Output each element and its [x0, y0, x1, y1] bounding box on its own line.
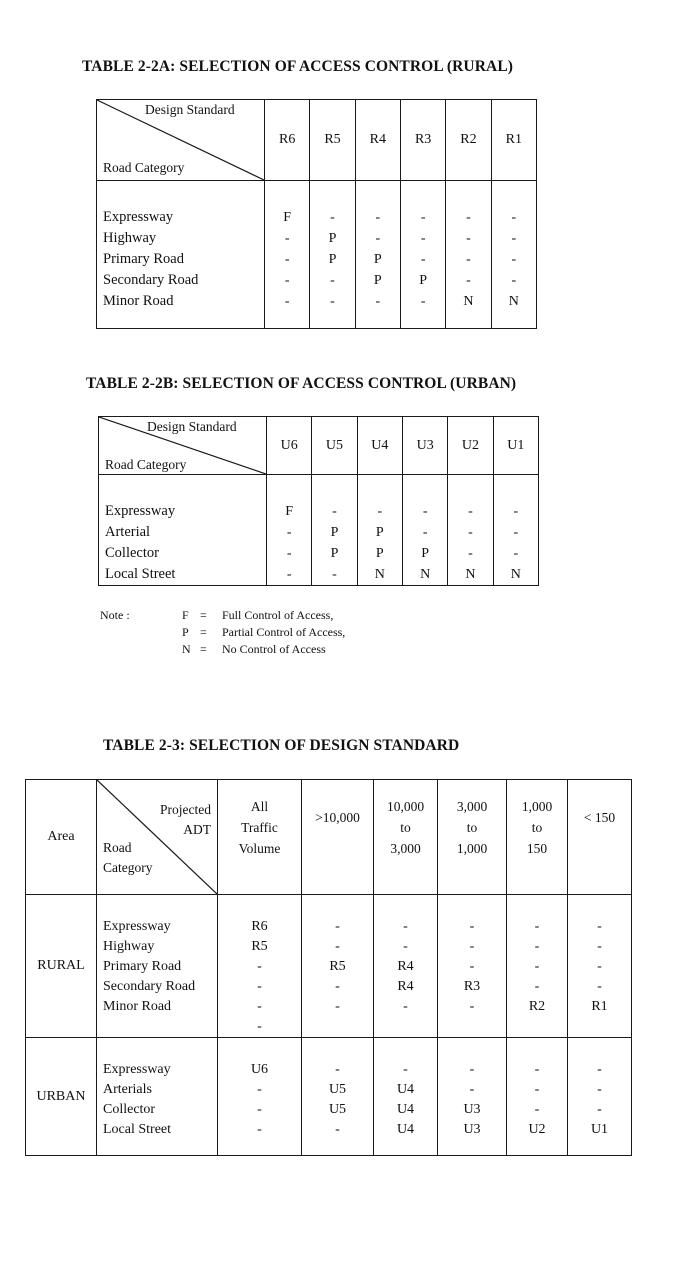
table-cell: R1	[591, 999, 608, 1014]
col-header-line: All	[250, 798, 269, 814]
note-label: Note :	[100, 608, 130, 622]
table-cell: P	[330, 525, 339, 540]
table-cell: -	[286, 525, 292, 540]
table-cell: -	[466, 231, 471, 246]
table-cell: -	[534, 1082, 540, 1097]
value-column	[491, 181, 536, 329]
list-item: Primary Road	[103, 959, 182, 974]
value-column	[312, 475, 357, 586]
col-header: R2	[446, 100, 491, 181]
col-header-10000-3000	[374, 780, 438, 895]
col-header-line: 3,000	[390, 840, 421, 856]
list-item: Collector	[105, 545, 159, 561]
list-item: Collector	[103, 1102, 156, 1117]
table-cell: -	[335, 1062, 340, 1077]
table-2b	[98, 416, 539, 586]
col-header-line: Volume	[238, 840, 281, 856]
table-cell: U3	[463, 1102, 481, 1117]
list-item: Arterial	[105, 524, 151, 540]
table-cell: F	[283, 210, 292, 225]
table-cell: -	[335, 919, 340, 934]
table-cell: P	[419, 273, 428, 288]
note-item	[182, 607, 333, 624]
design-standard-label: Design Standard	[147, 419, 237, 434]
table-cell: P	[328, 252, 337, 267]
table-cell: -	[284, 273, 290, 288]
value-column	[507, 895, 568, 1038]
table-cell: -	[257, 1102, 262, 1117]
table-cell: -	[257, 1122, 262, 1137]
table-cell: -	[534, 959, 540, 974]
table-3-title: TABLE 2-3: SELECTION OF DESIGN STANDARD	[103, 737, 460, 754]
value-column	[446, 181, 491, 329]
value-column	[267, 475, 312, 586]
table-cell: -	[469, 919, 475, 934]
table-cell: N	[420, 567, 431, 582]
value-column	[218, 895, 302, 1038]
col-header: R5	[310, 100, 355, 181]
diag-top-line: Projected	[160, 802, 211, 817]
col-header-under-150	[568, 780, 632, 895]
table-cell: -	[534, 979, 540, 994]
table-cell: -	[375, 294, 381, 309]
table-cell: -	[335, 939, 340, 954]
table-cell: -	[511, 210, 517, 225]
table-cell: R5	[329, 959, 346, 974]
table-cell: U5	[328, 1082, 347, 1097]
table-cell: U4	[396, 1102, 415, 1117]
col-header: U5	[312, 417, 357, 475]
table-cell: -	[597, 1062, 602, 1077]
table-cell: -	[469, 959, 475, 974]
col-header-line: 1,000	[521, 798, 553, 814]
table-cell: N	[465, 567, 476, 582]
list-item: Expressway	[105, 503, 176, 519]
table-cell: P	[328, 231, 337, 246]
table-cell: -	[513, 546, 519, 561]
table-2b-diagonal-header	[99, 417, 267, 475]
list-item: Expressway	[103, 1062, 171, 1077]
table-cell: -	[469, 999, 475, 1014]
table-cell: -	[420, 231, 426, 246]
table-cell: P	[375, 525, 384, 540]
list-item: Primary Road	[103, 251, 184, 267]
table-cell: -	[420, 252, 426, 267]
table-cell: -	[286, 567, 292, 582]
col-header: R6	[265, 100, 310, 181]
table-cell: -	[511, 252, 517, 267]
rural-category-list	[97, 895, 218, 1038]
col-header-all-traffic	[218, 780, 302, 895]
table-2b-title: TABLE 2-2B: SELECTION OF ACCESS CONTROL (URBAN)	[86, 375, 517, 392]
value-column	[438, 895, 507, 1038]
table-cell: -	[403, 1062, 408, 1077]
table-cell: -	[375, 210, 381, 225]
list-item: Minor Road	[103, 999, 172, 1014]
value-column	[302, 1038, 374, 1156]
table-cell: R6	[251, 919, 268, 934]
access-control-note	[100, 607, 400, 659]
table-cell: U6	[250, 1062, 269, 1077]
value-column	[568, 895, 632, 1038]
table-cell: -	[466, 273, 471, 288]
table-cell: -	[534, 1102, 540, 1117]
value-column	[265, 181, 310, 329]
table-cell: U3	[463, 1122, 481, 1137]
value-column	[438, 1038, 507, 1156]
col-header: U4	[357, 417, 402, 475]
table-cell: F	[285, 504, 294, 519]
table-cell: -	[420, 210, 426, 225]
value-column	[302, 895, 374, 1038]
col-header-line: 150	[526, 840, 548, 856]
table-cell: -	[420, 294, 426, 309]
road-category-list	[99, 475, 267, 586]
value-column	[355, 181, 400, 329]
urban-category-list	[97, 1038, 218, 1156]
col-header-line: 10,000	[386, 798, 425, 814]
note-equals: =	[200, 608, 207, 622]
road-category-label: Road Category	[103, 160, 185, 175]
table-cell: R2	[528, 999, 546, 1014]
table-cell: -	[513, 525, 519, 540]
note-text: No Control of Access	[222, 642, 326, 656]
table-cell: -	[534, 939, 540, 954]
table-cell: P	[373, 252, 382, 267]
table-cell: -	[403, 919, 408, 934]
diag-bottom-line: Category	[103, 860, 153, 875]
table-cell: -	[469, 939, 475, 954]
value-column	[310, 181, 355, 329]
value-column	[218, 1038, 302, 1156]
table-cell: -	[468, 504, 473, 519]
note-key: N	[182, 642, 191, 656]
table-cell: U4	[396, 1082, 415, 1097]
value-column	[448, 475, 493, 586]
col-header-line: 3,000	[456, 798, 488, 814]
note-key: F	[182, 608, 189, 622]
table-cell: U4	[396, 1122, 415, 1137]
list-item: Arterials	[103, 1082, 152, 1097]
table-cell: -	[375, 231, 381, 246]
table-cell: -	[597, 979, 602, 994]
col-header-line: to	[466, 819, 478, 835]
table-cell: -	[286, 546, 292, 561]
value-column	[374, 895, 438, 1038]
col-header-line: >10,000	[315, 809, 360, 825]
table-cell: -	[511, 273, 517, 288]
table-cell: -	[403, 999, 408, 1014]
note-equals: =	[200, 642, 207, 656]
table-cell: -	[257, 959, 262, 974]
list-item: Secondary Road	[103, 979, 196, 994]
col-header-line: to	[531, 819, 543, 835]
table-cell: -	[257, 999, 262, 1014]
table-cell: -	[534, 919, 540, 934]
table-cell: -	[597, 1102, 602, 1117]
value-column	[400, 181, 445, 329]
list-item: Expressway	[103, 209, 174, 225]
table-cell: -	[332, 567, 337, 582]
col-header: U3	[402, 417, 447, 475]
table-cell: P	[373, 273, 382, 288]
table-cell: -	[330, 273, 335, 288]
table-cell: R4	[397, 959, 414, 974]
value-column	[568, 1038, 632, 1156]
col-header-line: 1,000	[456, 840, 488, 856]
table-cell: -	[330, 294, 335, 309]
table-cell: U5	[328, 1102, 347, 1117]
table-2a	[96, 99, 537, 329]
table-cell: -	[257, 979, 262, 994]
table-2a-diagonal-header	[97, 100, 265, 181]
projected-adt-label	[160, 800, 211, 840]
diag-top-line: ADT	[183, 822, 211, 837]
value-column	[357, 475, 402, 586]
table-cell: R3	[463, 979, 481, 994]
table-cell: N	[374, 567, 385, 582]
table-cell: -	[377, 504, 383, 519]
col-header: U1	[493, 417, 538, 475]
table-cell: -	[284, 294, 290, 309]
area-header: Area	[26, 780, 97, 895]
table-2a-title: TABLE 2-2A: SELECTION OF ACCESS CONTROL (RURAL)	[82, 58, 514, 75]
list-item: Minor Road	[103, 293, 174, 309]
value-column	[402, 475, 447, 586]
list-item: Local Street	[103, 1122, 172, 1137]
col-header: U2	[448, 417, 493, 475]
table-cell: -	[466, 210, 471, 225]
col-header-1000-150	[507, 780, 568, 895]
road-category-list	[97, 181, 265, 329]
table-cell: -	[403, 939, 408, 954]
table-cell: -	[597, 1082, 602, 1097]
col-header: R3	[400, 100, 445, 181]
table-cell: -	[469, 1062, 475, 1077]
table-cell: -	[534, 1062, 540, 1077]
table-cell: -	[422, 504, 428, 519]
list-item: Local Street	[105, 566, 176, 582]
note-item	[182, 624, 345, 641]
note-item	[182, 641, 326, 658]
table-cell: -	[597, 919, 602, 934]
list-item: Highway	[103, 939, 155, 954]
col-header-line: to	[400, 819, 411, 835]
table-cell: -	[597, 959, 602, 974]
table-cell: P	[330, 546, 339, 561]
table-cell: -	[330, 210, 335, 225]
col-header-line: < 150	[583, 809, 616, 825]
note-key: P	[182, 625, 189, 639]
area-rural: RURAL	[26, 895, 97, 1038]
table-cell: -	[332, 504, 337, 519]
note-text: Full Control of Access,	[222, 608, 334, 622]
table-cell: P	[421, 546, 430, 561]
road-category-label: Road Category	[105, 457, 187, 472]
table-cell: -	[284, 231, 290, 246]
table-cell: U2	[528, 1122, 546, 1137]
area-urban: URBAN	[26, 1038, 97, 1156]
list-item: Highway	[103, 230, 157, 246]
list-item: Expressway	[103, 919, 171, 934]
table-cell: -	[257, 1082, 262, 1097]
design-standard-label: Design Standard	[145, 102, 235, 117]
col-header: R1	[491, 100, 536, 181]
col-header: U6	[267, 417, 312, 475]
col-header-over-10000	[302, 780, 374, 895]
col-header: R4	[355, 100, 400, 181]
table-cell: -	[469, 1082, 475, 1097]
table-3-diagonal-header	[97, 780, 218, 895]
table-cell: -	[468, 546, 473, 561]
table-cell: U1	[590, 1122, 609, 1137]
table-cell: R4	[397, 979, 414, 994]
list-item: Secondary Road	[103, 272, 199, 288]
value-column	[493, 475, 538, 586]
table-cell: -	[335, 999, 340, 1014]
table-cell: -	[422, 525, 428, 540]
table-cell: N	[510, 567, 521, 582]
table-cell: -	[513, 504, 519, 519]
table-cell: R5	[251, 939, 268, 954]
table-cell: -	[257, 1019, 262, 1034]
col-header-3000-1000	[438, 780, 507, 895]
table-cell: N	[508, 294, 519, 309]
table-cell: -	[597, 939, 602, 954]
road-category-label	[103, 838, 153, 878]
value-column	[507, 1038, 568, 1156]
note-text: Partial Control of Access,	[222, 625, 346, 639]
table-cell: -	[511, 231, 517, 246]
table-cell: -	[284, 252, 290, 267]
note-equals: =	[200, 625, 207, 639]
table-cell: -	[335, 1122, 340, 1137]
table-cell: -	[335, 979, 340, 994]
col-header-line: Traffic	[241, 819, 278, 835]
table-cell: N	[463, 294, 474, 309]
value-column	[374, 1038, 438, 1156]
diag-bottom-line: Road	[103, 840, 132, 855]
table-cell: P	[375, 546, 384, 561]
table-cell: -	[466, 252, 471, 267]
table-cell: -	[468, 525, 473, 540]
table-3	[25, 779, 632, 1156]
